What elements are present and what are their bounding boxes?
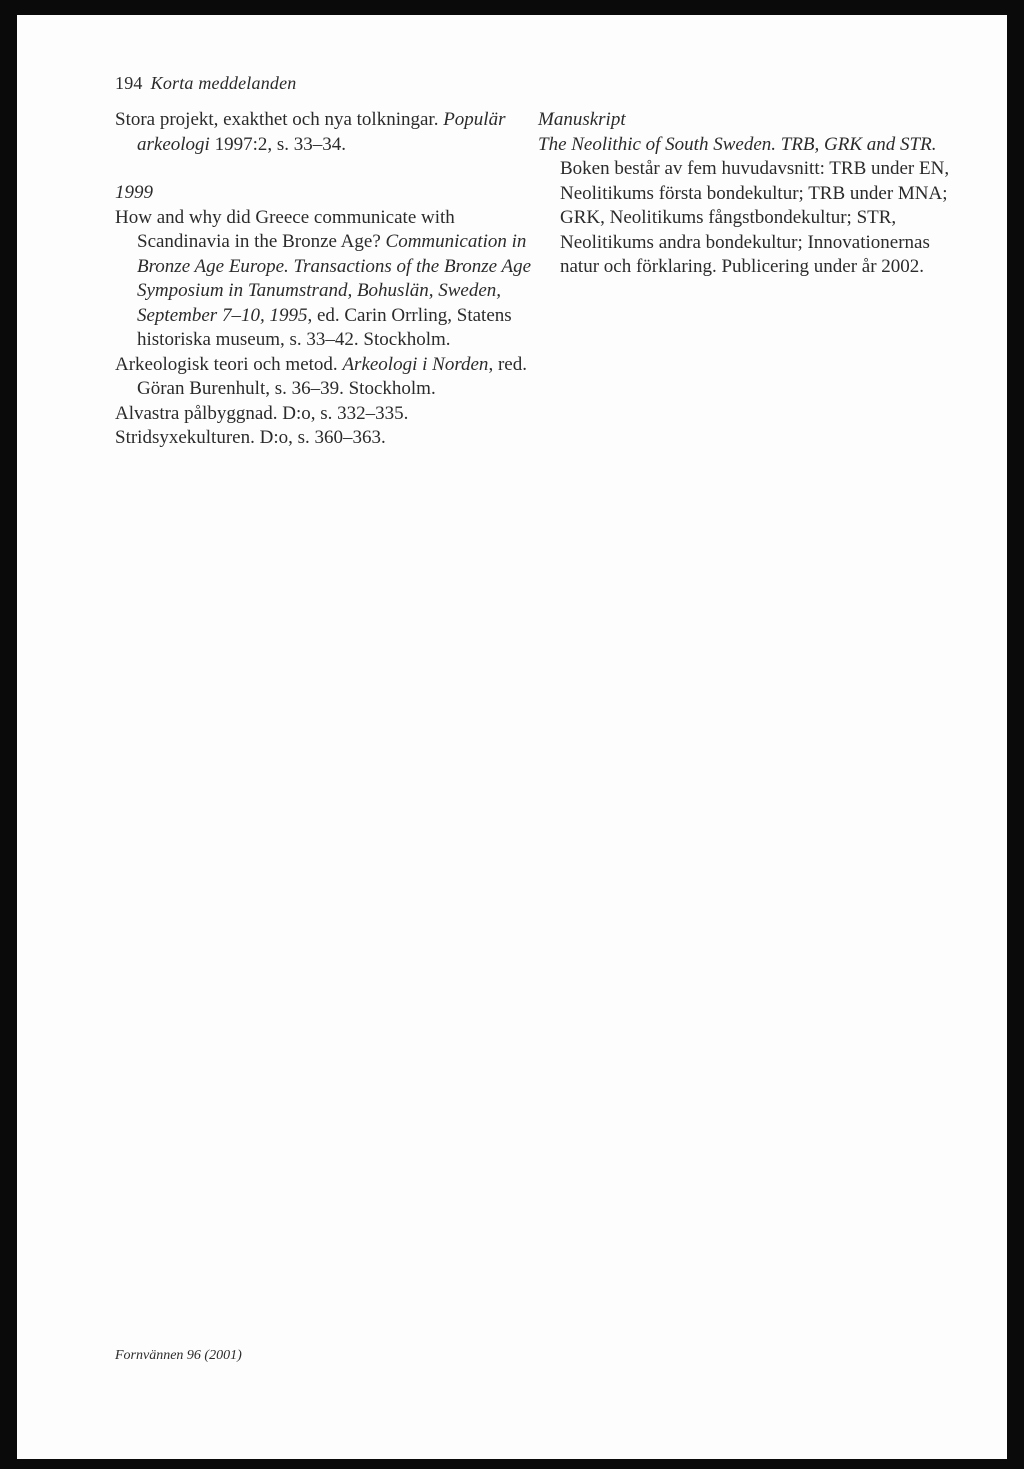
right-column: [538, 108, 958, 280]
reference-book: Arkeologi i Norden: [342, 353, 489, 375]
reference-title: Stora projekt, exakthet och nya tolkningar.: [115, 109, 439, 130]
reference-details: , red. Göran Burenhult, s. 36–39. Stockholm.: [137, 353, 527, 399]
reference-entry: Stridsyxekulturen. D:o, s. 360–363.: [115, 427, 386, 448]
manuscript-description: Boken består av fem huvudavsnitt: TRB under EN, Neolitikums första bondekultur; TRB under MNA; GRK, Neolitikums fångstbondekultur; STR, Neolitikums andra bondekultur; Innovationernas natur och förklaring. Publicering under år 2002.: [560, 158, 950, 277]
year-heading: 1999: [115, 182, 153, 203]
page-number: 194: [115, 73, 143, 93]
page-footer: Fornvännen 96 (2001): [115, 1348, 242, 1363]
manuscript-entry: [538, 133, 958, 280]
section-heading: Manuskript: [538, 109, 626, 130]
reference-details: 1997:2, s. 33–34.: [209, 133, 347, 155]
reference-book: Communication in Bronze Age Europe. Transactions of the Bronze Age Symposium in Tanumstrand, Bohuslän, Sweden, September 7–10, 1995: [137, 231, 532, 326]
reference-title: How and why did Greece communicate with Scandinavia in the Bronze Age?: [115, 206, 455, 252]
reference-entry: [115, 108, 535, 157]
reference-journal: Populär arkeologi: [137, 109, 506, 155]
reference-details: , ed. Carin Orrling, Statens historiska museum, s. 33–42. Stockholm.: [137, 304, 512, 350]
manuscript-title: The Neolithic of South Sweden. TRB, GRK and STR.: [538, 133, 937, 155]
left-column: [115, 108, 535, 451]
running-title: Korta meddelanden: [150, 73, 297, 93]
reference-entry: Alvastra pålbyggnad. D:o, s. 332–335.: [115, 402, 409, 424]
reference-entry: [115, 206, 535, 353]
reference-entry: [115, 353, 535, 402]
page-header: [115, 73, 297, 94]
reference-title: Arkeologisk teori och metod.: [115, 353, 343, 375]
